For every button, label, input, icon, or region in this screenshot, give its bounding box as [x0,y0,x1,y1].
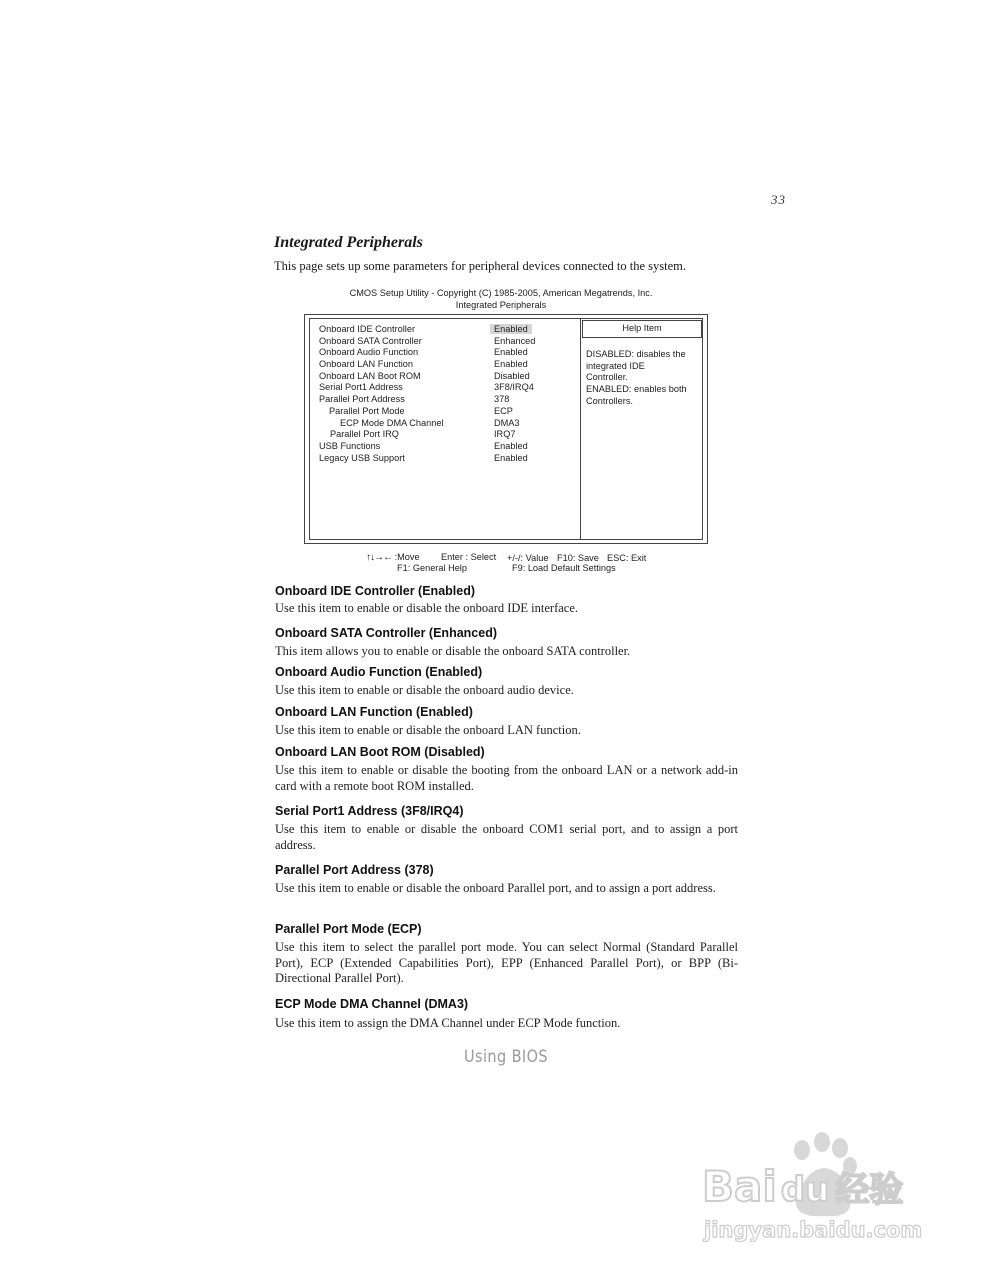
help-line: DISABLED: disables the [586,349,686,359]
item-heading: ECP Mode DMA Channel (DMA3) [275,997,469,1011]
item-description: Use this item to enable or disable the onboard Parallel port, and to assign a port address. [275,881,716,895]
item-description: Use this item to select the parallel port mode. You can select Normal (Standard Parallel Port), ECP (Extended Capabilities Port), EPP (Enhanced Parallel Port), or BPP (Bi-Directional Parallel Port). [275,940,738,985]
setting-name: Legacy USB Support [319,452,405,463]
key-value: +/-/: Value [507,553,549,563]
watermark-url: jingyan.baidu.com [704,1218,923,1242]
setting-row-lan[interactable] [319,359,575,371]
setting-value[interactable]: DMA3 [494,417,520,428]
setting-row-legacy-usb[interactable] [319,453,575,465]
setting-name: Onboard IDE Controller [319,324,416,334]
item-heading: Onboard Audio Function (Enabled) [275,665,483,679]
bios-copyright: CMOS Setup Utility - Copyright (C) 1985-2005, American Megatrends, Inc. [349,288,653,298]
key-select: Enter : Select [441,552,497,562]
item-description: Use this item to enable or disable the onboard COM1 serial port, and to assign a port address. [275,822,738,852]
key-exit: ESC: Exit [607,553,647,563]
setting-name: Onboard SATA Controller [319,335,422,346]
setting-row-parallel-irq[interactable] [319,429,575,441]
setting-name: Onboard LAN Function [319,359,413,370]
item-description: This item allows you to enable or disable the onboard SATA controller. [275,644,631,658]
setting-value[interactable]: Disabled [494,370,530,381]
setting-name: ECP Mode DMA Channel [340,417,444,428]
help-line: ENABLED: enables both [586,384,687,395]
help-line: integrated IDE [586,360,645,371]
item-description: Use this item to assign the DMA Channel under ECP Mode function. [275,1016,621,1030]
setting-name: Onboard LAN Boot ROM [319,370,421,381]
help-line: Controller. [586,372,628,383]
setting-row-audio[interactable] [319,347,575,359]
footer-chapter: Using BIOS [463,1047,549,1067]
bios-divider [580,319,581,539]
key-save: F10: Save [557,553,599,563]
section-title: Integrated Peripherals [274,234,423,251]
help-text [586,349,700,408]
setting-value[interactable] [494,324,554,336]
setting-name: Parallel Port Mode [329,405,405,416]
setting-value[interactable]: ECP [494,405,513,416]
setting-row-ecp-dma[interactable] [319,418,575,430]
baidu-watermark [700,1132,940,1252]
setting-value[interactable]: IRQ7 [494,429,516,440]
setting-row-parallel-mode[interactable] [319,406,575,418]
item-heading: Parallel Port Mode (ECP) [275,922,422,936]
item-description: Use this item to enable or disable the onboard audio device. [275,683,574,697]
item-description: Use this item to enable or disable the booting from the onboard LAN or a network add-in card with a remote boot ROM installed. [275,763,738,793]
section-intro: This page sets up some parameters for peripheral devices connected to the system. [274,259,687,273]
setting-value[interactable]: 378 [494,394,510,405]
help-line: Controllers. [586,395,633,406]
setting-row-ide[interactable] [319,324,575,336]
bios-screen-title: Integrated Peripherals [455,300,547,310]
setting-name: Parallel Port Address [319,394,405,405]
key-move-label: :Move [394,552,420,562]
key-move [366,552,420,563]
setting-row-usb-functions[interactable] [319,441,575,453]
page-number: 33 [771,192,786,207]
watermark-brand: Bai du 经验 [702,1162,904,1211]
settings-list [319,324,575,464]
item-heading: Onboard SATA Controller (Enhanced) [275,626,497,640]
setting-name: USB Functions [319,440,381,451]
arrow-keys-icon: ↑↓→← [366,552,392,563]
setting-value[interactable]: Enhanced [494,335,536,346]
setting-row-serial-port1[interactable] [319,382,575,394]
setting-value[interactable]: 3F8/IRQ4 [494,382,534,393]
setting-row-lan-boot-rom[interactable] [319,371,575,383]
bios-header [300,287,702,311]
setting-row-sata[interactable] [319,336,575,348]
setting-row-parallel-address[interactable] [319,394,575,406]
item-heading: Parallel Port Address (378) [275,863,434,877]
setting-value[interactable]: Enabled [494,347,528,358]
item-heading: Onboard LAN Function (Enabled) [275,705,473,719]
setting-value[interactable]: Enabled [494,452,528,463]
key-load-defaults: F9: Load Default Settings [512,563,616,573]
setting-value[interactable]: Enabled [494,440,528,451]
help-item-title: Help Item [582,320,702,338]
setting-name: Serial Port1 Address [319,382,403,393]
item-description: Use this item to enable or disable the onboard LAN function. [275,723,581,737]
setting-value[interactable]: Enabled [494,359,528,370]
item-description: Use this item to enable or disable the onboard IDE interface. [275,601,579,615]
setting-name: Parallel Port IRQ [330,429,399,440]
setting-name: Onboard Audio Function [319,347,419,358]
setting-value-text: Enabled [490,324,532,334]
item-heading: Onboard LAN Boot ROM (Disabled) [275,745,485,759]
item-heading: Serial Port1 Address (3F8/IRQ4) [275,804,464,818]
item-heading: Onboard IDE Controller (Enabled) [275,584,476,598]
key-general-help: F1: General Help [397,563,467,573]
